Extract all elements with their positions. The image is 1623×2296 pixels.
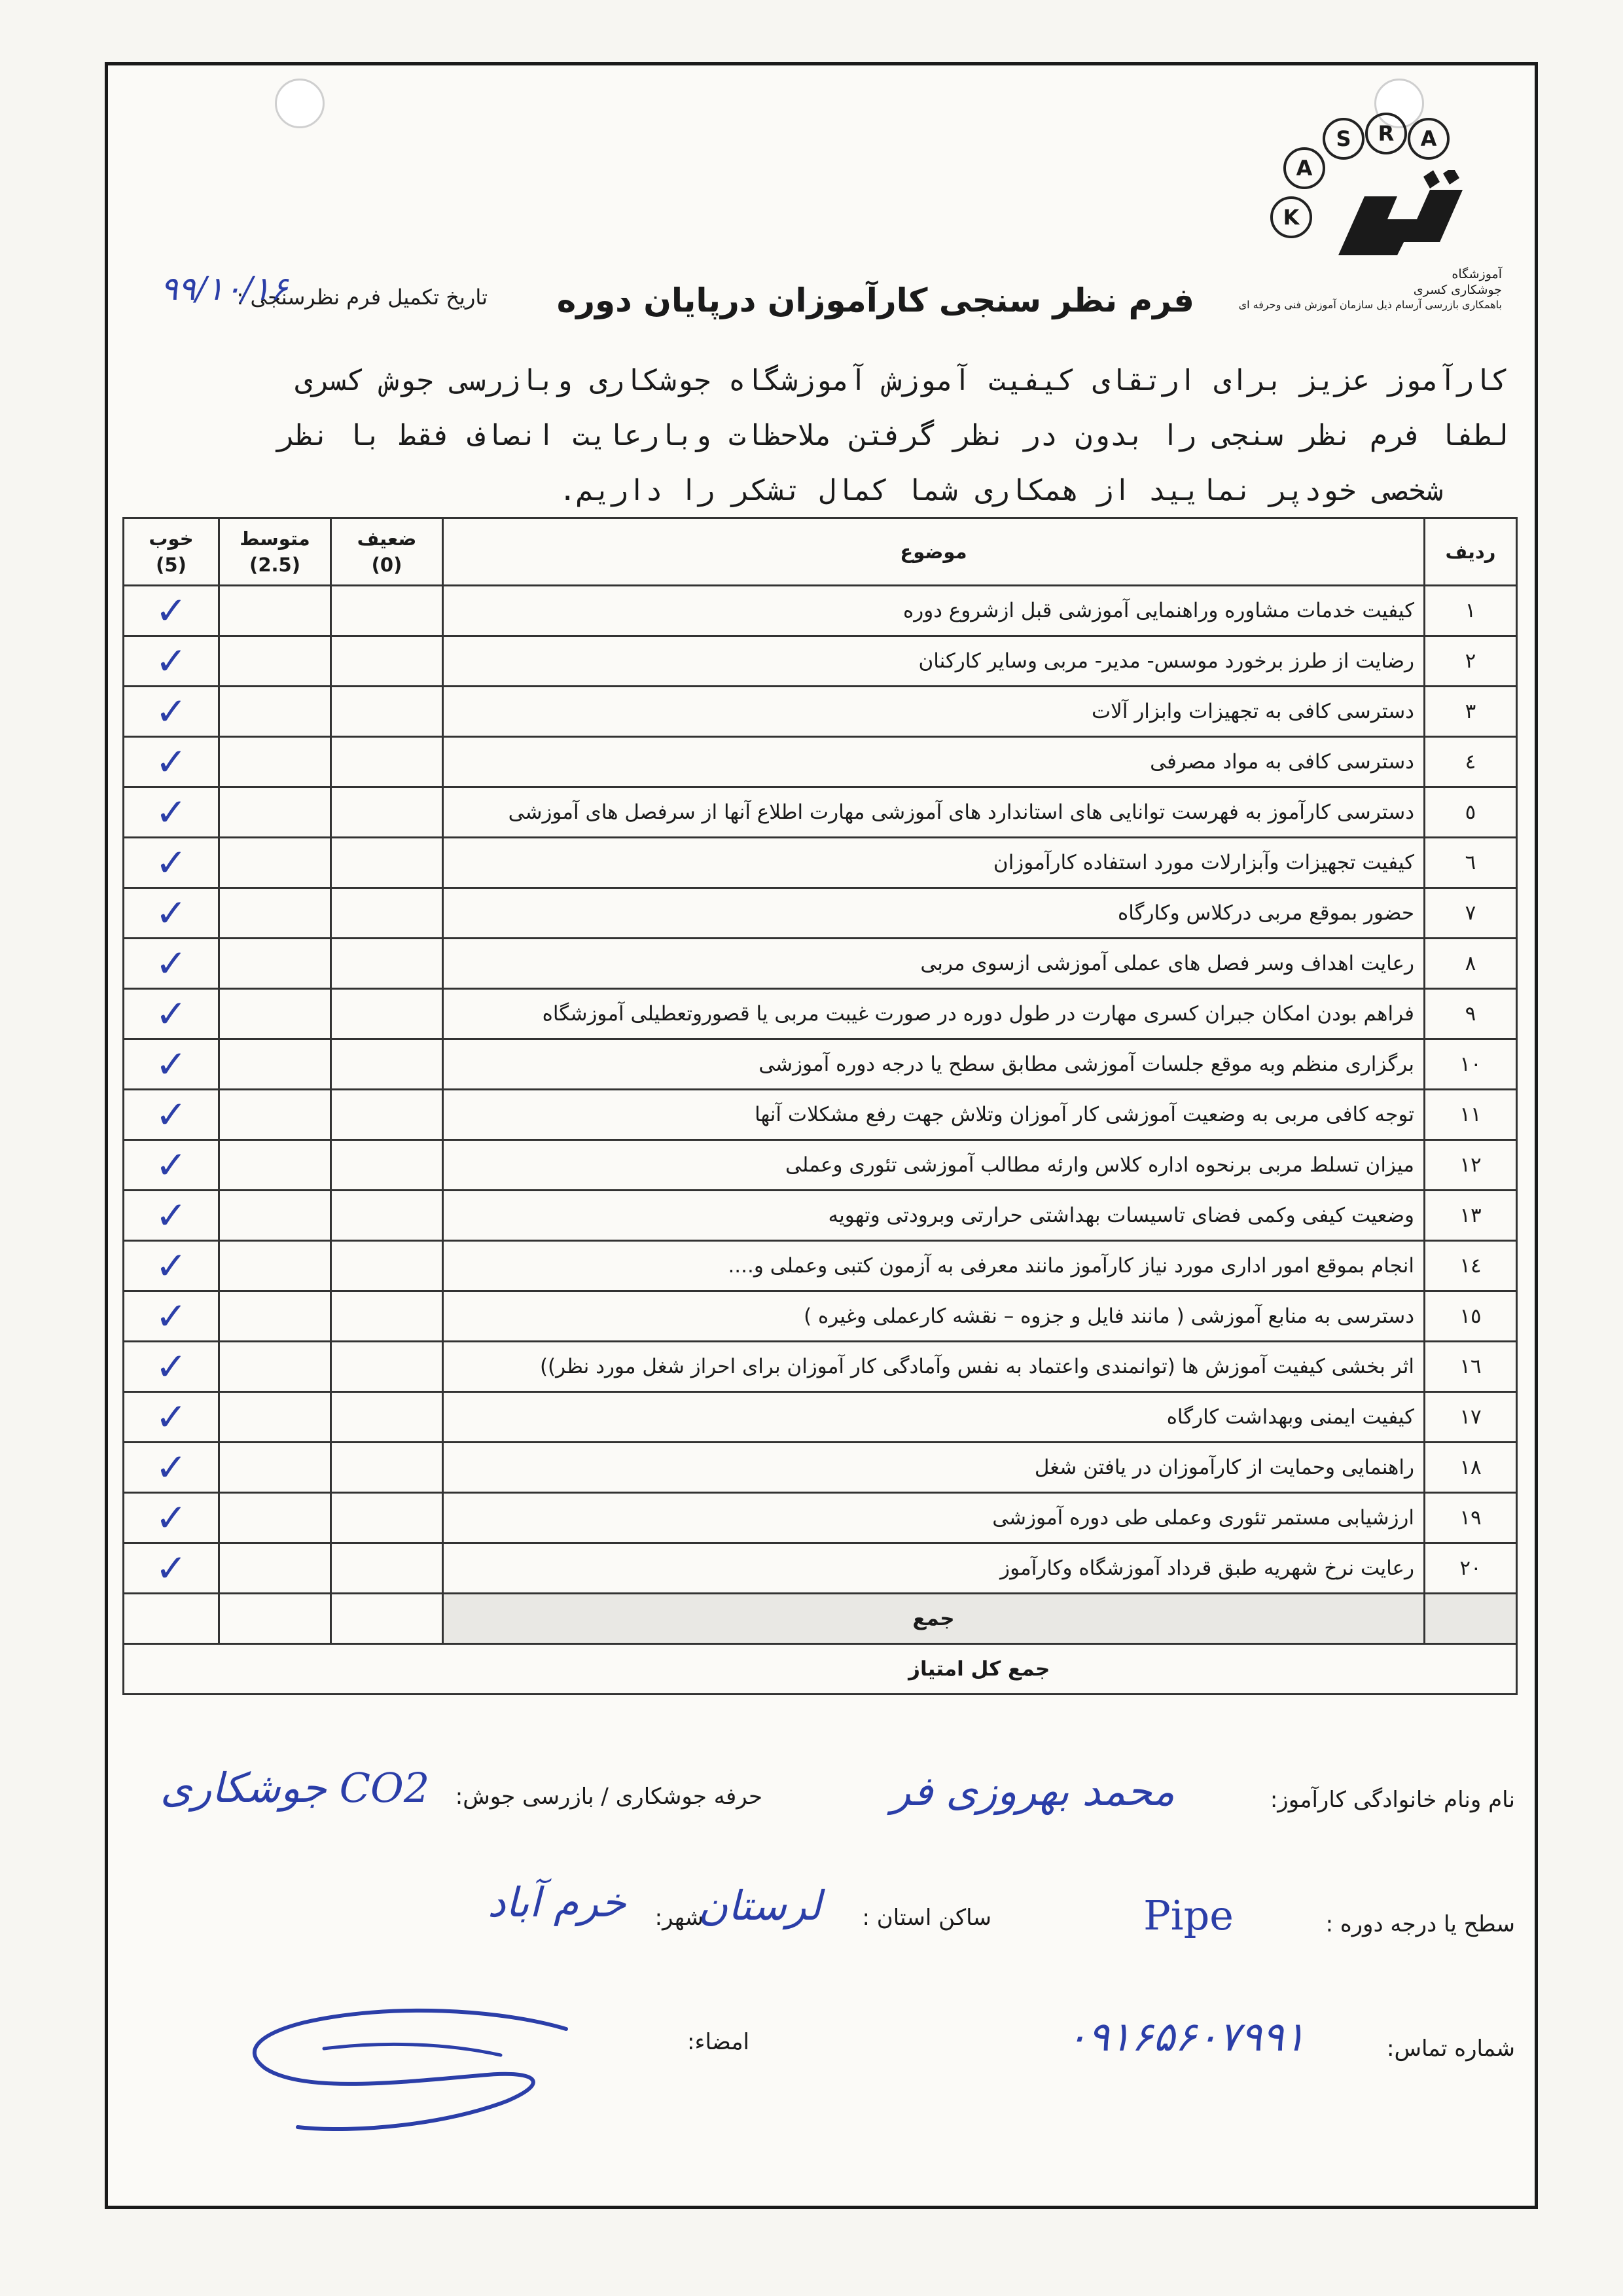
average-cell[interactable] (219, 1443, 331, 1493)
weak-cell[interactable] (331, 1191, 443, 1241)
header-average (219, 518, 331, 586)
row-topic: رضایت از طرز برخورد موسس- مدیر- مربی وسایر کارکنان (443, 636, 1425, 687)
province-value: لرستان (698, 1882, 821, 1929)
row-topic: دسترسی کافی به تجهیزات وابزار آلات (443, 687, 1425, 737)
total-value-cell (124, 1644, 443, 1695)
average-cell[interactable] (219, 888, 331, 939)
sum-label: جمع (443, 1594, 1425, 1644)
weak-cell[interactable] (331, 737, 443, 787)
weak-cell[interactable] (331, 939, 443, 989)
row-number: ۳ (1425, 687, 1517, 737)
good-cell[interactable] (124, 838, 219, 888)
good-cell[interactable] (124, 1241, 219, 1291)
punch-hole (275, 79, 325, 128)
form-title: فرم نظر سنجی کارآموزان درپایان دوره (556, 281, 1194, 319)
row-topic: انجام بموقع امور اداری مورد نیاز کارآموز مانند معرفی به آزمون کتبی وعملی و.... (443, 1241, 1425, 1291)
sum-cell-blank (1425, 1594, 1517, 1644)
trade-label: حرفه جوشکاری / بازرسی جوش: (455, 1784, 762, 1810)
logo-letter: A (1283, 147, 1325, 189)
good-cell[interactable] (124, 939, 219, 989)
row-number: ۱۸ (1425, 1443, 1517, 1493)
header-good (124, 518, 219, 586)
good-cell[interactable] (124, 586, 219, 636)
weak-cell[interactable] (331, 1241, 443, 1291)
date-label: تاریخ تکمیل فرم نظرسنجی : (236, 285, 488, 310)
row-number: ۱۳ (1425, 1191, 1517, 1241)
header-good-label: خوب (149, 528, 194, 550)
average-cell[interactable] (219, 1291, 331, 1342)
logo-letter: R (1365, 113, 1407, 154)
survey-table (122, 517, 1518, 1695)
row-topic: برگزاری منظم وبه موقع جلسات آموزشی مطابق سطح یا درجه دوره آموزشی (443, 1039, 1425, 1090)
row-topic: دسترسی کارآموز به فهرست توانایی های استاندارد های آموزشی مهارت اطلاع آنها از سرفصل های آموزشی (443, 787, 1425, 838)
weak-cell[interactable] (331, 1039, 443, 1090)
checkmark-icon: ✓ (155, 1143, 187, 1187)
weak-cell[interactable] (331, 1090, 443, 1140)
weak-cell[interactable] (331, 1291, 443, 1342)
row-topic: اثر بخشی کیفیت آموزش ها (توانمندی واعتماد به نفس وآمادگی کار آموزان برای احراز شغل مورد نظر)) (443, 1342, 1425, 1392)
sum-good-cell (124, 1594, 219, 1644)
table-row (124, 1392, 1517, 1443)
sum-weak-cell (331, 1594, 443, 1644)
weak-cell[interactable] (331, 687, 443, 737)
row-topic: حضور بموقع مربی درکلاس وکارگاه (443, 888, 1425, 939)
logo-mark-icon (1325, 170, 1476, 262)
checkmark-icon: ✓ (155, 1344, 187, 1389)
row-number: ٥ (1425, 787, 1517, 838)
row-number: ۱٥ (1425, 1291, 1517, 1342)
checkmark-icon: ✓ (155, 790, 187, 834)
intro-line: لطفا فرم نظر سنجی را بدون در نظر گرفتن ملاحظات وبارعایت انصاف فقط با نظر (277, 419, 1508, 452)
weak-cell[interactable] (331, 1392, 443, 1443)
checkmark-icon: ✓ (155, 588, 187, 633)
row-number: ٦ (1425, 838, 1517, 888)
average-cell[interactable] (219, 1493, 331, 1543)
province-label: ساکن استان : (862, 1905, 991, 1931)
total-label: جمع کل امتیاز (443, 1644, 1517, 1695)
row-number: ۱۰ (1425, 1039, 1517, 1090)
good-cell[interactable] (124, 1493, 219, 1543)
weak-cell[interactable] (331, 1493, 443, 1543)
table-row (124, 1443, 1517, 1493)
table-row (124, 586, 1517, 636)
good-cell[interactable] (124, 1291, 219, 1342)
checkmark-icon: ✓ (155, 639, 187, 683)
good-cell[interactable] (124, 1543, 219, 1594)
table-row (124, 939, 1517, 989)
weak-cell[interactable] (331, 1443, 443, 1493)
row-number: ۹ (1425, 989, 1517, 1039)
average-cell[interactable] (219, 636, 331, 687)
logo-text: آموزشگاه (1452, 267, 1502, 281)
weak-cell[interactable] (331, 989, 443, 1039)
average-cell[interactable] (219, 737, 331, 787)
trade-value: جوشکاری CO2 (160, 1764, 430, 1812)
course-level-label: سطح یا درجه دوره : (1325, 1911, 1515, 1937)
checkmark-icon: ✓ (155, 1496, 187, 1540)
total-row (124, 1644, 1517, 1695)
row-number: ۱٤ (1425, 1241, 1517, 1291)
average-cell[interactable] (219, 1191, 331, 1241)
average-cell[interactable] (219, 1241, 331, 1291)
row-number: ۱۲ (1425, 1140, 1517, 1191)
good-cell[interactable] (124, 989, 219, 1039)
logo-text: باهمکاری بازرسی آرسام ذیل سازمان آموزش فنی وحرفه ای (1238, 298, 1502, 311)
row-topic: میزان تسلط مربی برنحوه اداره کلاس وارئه مطالب آموزشی تئوری وعملی (443, 1140, 1425, 1191)
checkmark-icon: ✓ (155, 1395, 187, 1439)
row-topic: کیفیت خدمات مشاوره وراهنمایی آموزشی قبل ازشروع دوره (443, 586, 1425, 636)
intro-line: شخصی خودپر نمایید از همکاری شما کمال تشکر را داریم. (558, 474, 1443, 507)
average-cell[interactable] (219, 1392, 331, 1443)
good-cell[interactable] (124, 1090, 219, 1140)
table-row (124, 838, 1517, 888)
city-label: شهر: (654, 1905, 704, 1931)
signature-icon (226, 2003, 579, 2147)
average-cell[interactable] (219, 1140, 331, 1191)
header-average-score: (2.5) (249, 554, 300, 576)
checkmark-icon: ✓ (155, 992, 187, 1036)
table-row (124, 1241, 1517, 1291)
phone-value: ۰۹۱۶۵۶۰۷۹۹۱ (1065, 2013, 1306, 2060)
checkmark-icon: ✓ (155, 1092, 187, 1137)
row-number: ۱ (1425, 586, 1517, 636)
good-cell[interactable] (124, 636, 219, 687)
checkmark-icon: ✓ (155, 740, 187, 784)
sum-average-cell (219, 1594, 331, 1644)
row-topic: دسترسی کافی به مواد مصرفی (443, 737, 1425, 787)
checkmark-icon: ✓ (155, 1244, 187, 1288)
good-cell[interactable] (124, 787, 219, 838)
checkmark-icon: ✓ (155, 1042, 187, 1086)
logo-letter: K (1270, 196, 1312, 238)
average-cell[interactable] (219, 787, 331, 838)
good-cell[interactable] (124, 1140, 219, 1191)
average-cell[interactable] (219, 1543, 331, 1594)
average-cell[interactable] (219, 1342, 331, 1392)
header-topic: موضوع (443, 518, 1425, 586)
weak-cell[interactable] (331, 1543, 443, 1594)
average-cell[interactable] (219, 939, 331, 989)
row-number: ۷ (1425, 888, 1517, 939)
date-value: ۹۹/۱۰/۱۶ (160, 270, 288, 308)
row-topic: رعایت نرخ شهریه طبق قرداد آموزشگاه وکارآموز (443, 1543, 1425, 1594)
checkmark-icon: ✓ (155, 1445, 187, 1490)
city-value: خرم آباد (488, 1878, 626, 1926)
average-cell[interactable] (219, 586, 331, 636)
survey-body (124, 586, 1517, 1594)
institute-logo (1238, 118, 1502, 311)
row-number: ۱۹ (1425, 1493, 1517, 1543)
average-cell[interactable] (219, 1039, 331, 1090)
checkmark-icon: ✓ (155, 891, 187, 935)
average-cell[interactable] (219, 1090, 331, 1140)
course-level-value: Pipe (1143, 1892, 1234, 1939)
row-number: ۱۱ (1425, 1090, 1517, 1140)
header-weak-score: (0) (371, 554, 402, 576)
row-number: ۲ (1425, 636, 1517, 687)
weak-cell[interactable] (331, 586, 443, 636)
logo-letter: A (1408, 118, 1450, 160)
weak-cell[interactable] (331, 787, 443, 838)
row-number: ۲۰ (1425, 1543, 1517, 1594)
checkmark-icon: ✓ (155, 1546, 187, 1590)
table-row (124, 989, 1517, 1039)
good-cell[interactable] (124, 1039, 219, 1090)
good-cell[interactable] (124, 888, 219, 939)
table-row (124, 1140, 1517, 1191)
good-cell[interactable] (124, 1342, 219, 1392)
good-cell[interactable] (124, 687, 219, 737)
average-cell[interactable] (219, 989, 331, 1039)
intro-paragraph (121, 353, 1508, 518)
table-row (124, 1543, 1517, 1594)
row-topic: رعایت اهداف وسر فصل های عملی آموزشی ازسوی مربی (443, 939, 1425, 989)
phone-label: شماره تماس: (1387, 2036, 1515, 2062)
table-row (124, 636, 1517, 687)
table-row (124, 737, 1517, 787)
header-weak (331, 518, 443, 586)
intro-line: کارآموز عزیز برای ارتقای کیفیت آموزش آموزشگاه جوشکاری وبازرسی جوش کسری (294, 364, 1508, 397)
row-number: ۱۷ (1425, 1392, 1517, 1443)
logo-text: جوشکاری کسری (1413, 283, 1502, 297)
row-topic: وضعیت کیفی وکمی فضای تاسیسات بهداشتی حرارتی وبرودتی وتهویه (443, 1191, 1425, 1241)
table-header-row (124, 518, 1517, 586)
weak-cell[interactable] (331, 1140, 443, 1191)
row-number: ٤ (1425, 737, 1517, 787)
average-cell[interactable] (219, 687, 331, 737)
header-weak-label: ضعیف (357, 528, 417, 550)
table-row (124, 888, 1517, 939)
checkmark-icon: ✓ (155, 840, 187, 885)
good-cell[interactable] (124, 737, 219, 787)
row-number: ۸ (1425, 939, 1517, 989)
row-topic: دسترسی به منابع آموزشی ( مانند فایل و جزوه – نقشه کارعملی وغیره ) (443, 1291, 1425, 1342)
weak-cell[interactable] (331, 1342, 443, 1392)
checkmark-icon: ✓ (155, 941, 187, 986)
row-number: ۱٦ (1425, 1342, 1517, 1392)
header-average-label: متوسط (240, 528, 310, 550)
header-row-number: ردیف (1425, 518, 1517, 586)
row-topic: فراهم بودن امکان جبران کسری مهارت در طول دوره در صورت غیبت مربی یا قصوروتعطیلی آموزشگاه (443, 989, 1425, 1039)
table-row (124, 687, 1517, 737)
row-topic: کیفیت ایمنی وبهداشت کارگاه (443, 1392, 1425, 1443)
checkmark-icon: ✓ (155, 1193, 187, 1238)
good-cell[interactable] (124, 1392, 219, 1443)
signature-label: امضاء: (687, 2029, 749, 2055)
table-row (124, 1493, 1517, 1543)
weak-cell[interactable] (331, 888, 443, 939)
row-topic: راهنمایی وحمایت از کارآموزان در یافتن شغل (443, 1443, 1425, 1493)
good-cell[interactable] (124, 1191, 219, 1241)
good-cell[interactable] (124, 1443, 219, 1493)
sum-row (124, 1594, 1517, 1644)
table-row (124, 1291, 1517, 1342)
table-row (124, 1090, 1517, 1140)
trainee-name-label: نام ونام خانوادگی کارآموز: (1270, 1787, 1515, 1813)
row-topic: توجه کافی مربی به وضعیت آموزشی کار آموزان وتلاش جهت رفع مشکلات آنها (443, 1090, 1425, 1140)
weak-cell[interactable] (331, 636, 443, 687)
header-good-score: (5) (156, 554, 187, 576)
average-cell[interactable] (219, 838, 331, 888)
checkmark-icon: ✓ (155, 689, 187, 734)
trainee-name-value: محمد بهروزی فر (891, 1767, 1175, 1815)
table-row (124, 1342, 1517, 1392)
row-topic: کیفیت تجهیزات وآبزارلات مورد استفاده کارآموزان (443, 838, 1425, 888)
weak-cell[interactable] (331, 838, 443, 888)
checkmark-icon: ✓ (155, 1294, 187, 1338)
survey-form-page (105, 62, 1538, 2209)
table-row (124, 1039, 1517, 1090)
logo-letter: S (1323, 118, 1364, 160)
row-topic: ارزشیابی مستمر تئوری وعملی طی دوره آموزشی (443, 1493, 1425, 1543)
table-row (124, 1191, 1517, 1241)
table-row (124, 787, 1517, 838)
